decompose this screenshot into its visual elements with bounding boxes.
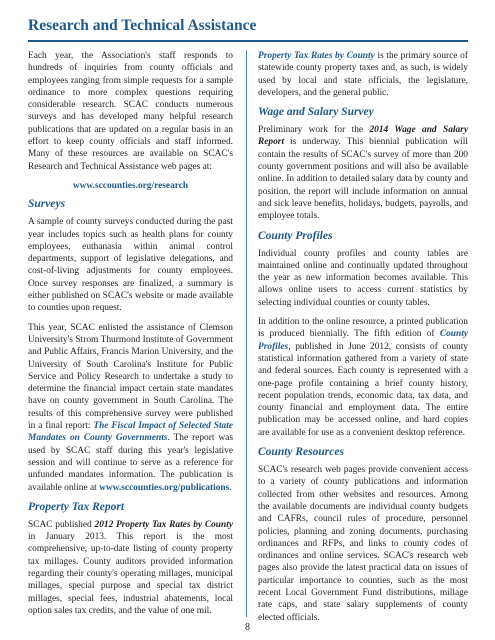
ptr-text-a: SCAC published <box>28 519 95 530</box>
ptr-text-b: in January 2013. This report is the most comprehensive, up-to-date listing of county property tax millages. County auditors provided information regarding their county's operating millages, municipal millages, special purpose and special tax district millages, special fees, industrial abatements, local option sales tax credits, and the value of one mil. <box>28 532 233 616</box>
wage-text-a: Preliminary work for the <box>258 125 370 136</box>
surveys-p2-text-a: This year, SCAC enlisted the assistance of Clemson University's Strom Thurmond Institute of Government and Public Affairs, Francis Marion University, and the University of South Carolina's Institute for Public Service and Policy Research to undertake a study to determine the financial impact certain state mandates have on county government in South Carolina. The results of this comprehensive survey were published in a final report: <box>28 322 233 432</box>
surveys-heading: Surveys <box>28 198 66 211</box>
surveys-p2-text-b: . The report was used by SCAC staff during this year's legislative session and will continue to serve as a reference for unfunded mandates information. The publication is available online at <box>28 433 233 493</box>
profiles-p2-text-a: In addition to the online resource, a printed publication is produced biennially. The fifth edition of <box>258 317 468 340</box>
left-column <box>28 50 233 624</box>
wage-salary-heading: Wage and Salary Survey <box>258 106 374 119</box>
ptr-continued-text: is the primary source of statewide county property taxes and, as such, is widely used by local and state officials, the legislature, developers, and the general public. <box>258 51 468 98</box>
right-column <box>258 50 468 631</box>
ptr-report-title: 2012 Property Tax Rates by County <box>94 519 234 530</box>
page-title: Research and Technical Assistance <box>28 17 257 34</box>
title-rule <box>28 40 468 42</box>
intro-text: Each year, the Association's staff responds to hundreds of inquiries from county officials and employees ranging from simple requests for a sample ordinance to more complex questions requiring considerable research. SCAC conducts numerous surveys and has developed many helpful research publications that are updated on a regular basis in an effort to keep county officials and staff informed. Many of these resources are available on SCAC's Research and Technical Assistance web pages at: <box>28 51 233 172</box>
county-profiles-heading: County Profiles <box>258 229 333 242</box>
profiles-p2-text-b: , published in June 2012, consists of county statistical information gathered from a variety of state and federal sources. Each county is represented with a one-page profile containing a brief county history, recent population trends, economic data, tax data, and county financial and employment data. The entire publication may be accessed online, and hard copies are available for use as a convenient desktop reference. <box>258 341 468 438</box>
resources-paragraph: SCAC's research web pages provide convenient access to a variety of county publications and information collected from other websites and resources. Among the available documents are individual county budgets and CAFRs, council rules of procedure, personnel policies, planning and zoning documents, purchasing ordinances and RFPs, and links to county codes of ordinances and online services. SCAC's research web pages also provide the latest practical data on issues of particular importance to counties, such as the most recent Local Government Fund distributions, millage rate caps, and state salary supplements of county elected officials. <box>258 465 468 623</box>
intro-paragraph <box>28 50 233 173</box>
property-tax-continued <box>258 50 468 99</box>
column-divider <box>246 50 247 617</box>
research-url[interactable]: www.sccounties.org/research <box>72 180 189 191</box>
wage-report-title: 2014 Wage and Salary Report <box>258 125 468 148</box>
profiles-publication-title: County Profiles <box>258 329 468 352</box>
profiles-paragraph-2 <box>258 316 468 439</box>
mandates-report-title: The Fiscal Impact of Selected State Mandates on County Governments <box>28 421 233 444</box>
profiles-paragraph-1: Individual county profiles and county tables are maintained online and continually updated throughout the year as new information becomes available. This allows online users to access current statistics by selecting individual counties or county tables. <box>258 248 468 308</box>
surveys-p2-end: . <box>229 482 232 493</box>
wage-salary-paragraph <box>258 124 468 222</box>
surveys-paragraph-1: A sample of county surveys conducted during the past year includes topics such as health plans for county employees, euthanasia within animal control departments, support of legislative delegations, and cost-of-living adjustments for county employees. Once survey responses are finalized, a summary is either published on SCAC's website or made available to counties upon request. <box>28 217 233 314</box>
page-number: 8 <box>245 622 250 633</box>
surveys-paragraph-2 <box>28 322 233 494</box>
property-tax-paragraph <box>28 519 233 617</box>
wage-text-b: is underway. This biennial publication will contain the results of SCAC's survey of more than 200 county government positions and will also be available online. In addition to detailed salary data by county and position, the report will include information on annual and sick leave benefits, holidays, budgets, payrolls, and employee totals. <box>258 137 468 222</box>
publications-link[interactable]: www.sccounties.org/publications <box>99 482 230 493</box>
property-tax-heading: Property Tax Report <box>28 500 125 513</box>
ptr-continued-title: Property Tax Rates by County <box>258 51 375 61</box>
county-resources-heading: County Resources <box>258 446 344 459</box>
